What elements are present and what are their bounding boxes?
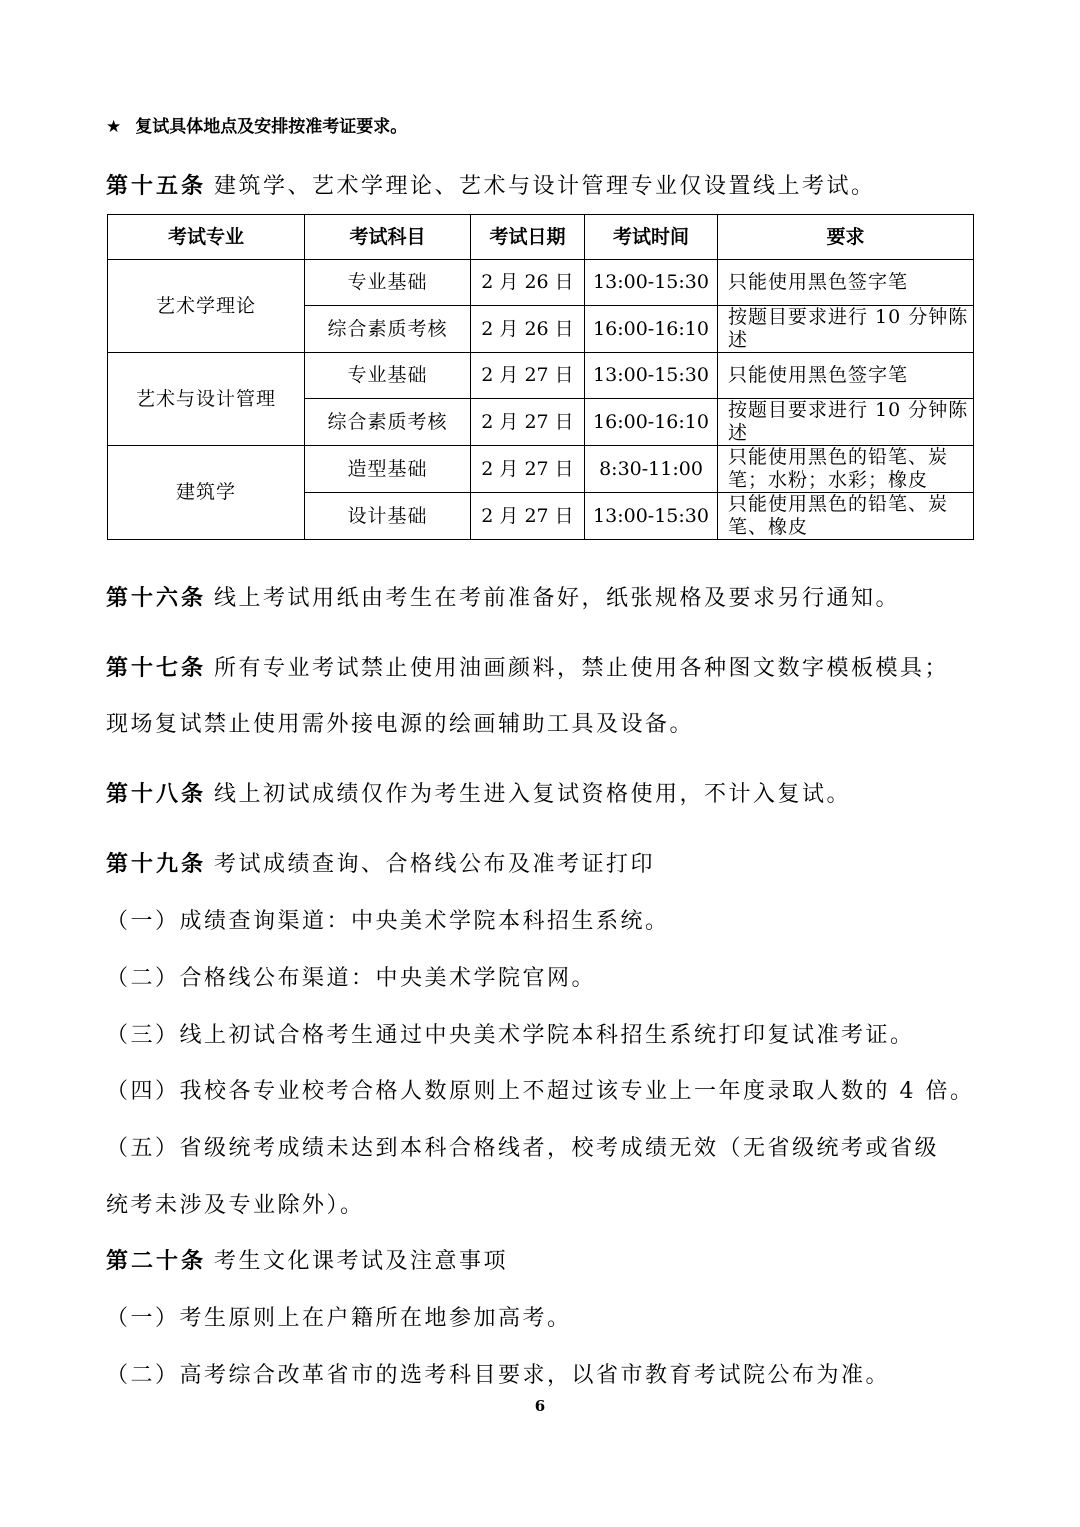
list-item: （五）省级统考成绩未达到本科合格线者，校考成绩无效（无省级统考或省级 [106, 1136, 940, 1161]
subject-cell: 专业基础 [305, 353, 471, 399]
star-icon: ★ [106, 117, 122, 137]
article-19 [106, 850, 655, 880]
requirement-cell: 按题目要求进行 10 分钟陈述 [718, 399, 974, 446]
major-cell: 艺术与设计管理 [108, 353, 305, 446]
list-item-continuation: 统考未涉及专业除外）。 [106, 1193, 365, 1218]
list-item: （二）合格线公布渠道：中央美术学院官网。 [106, 966, 597, 991]
time-cell: 13:00-15:30 [585, 353, 718, 399]
list-item: （一）考生原则上在户籍所在地参加高考。 [106, 1306, 572, 1331]
article-17-lead: 第十七条 [106, 656, 207, 681]
time-cell: 13:00-15:30 [585, 493, 718, 540]
table-row [108, 446, 974, 493]
article-15 [106, 172, 876, 202]
table-row [108, 260, 974, 306]
time-cell: 8:30-11:00 [585, 446, 718, 493]
table-header-row [108, 215, 974, 260]
article-17-line-2: 现场复试禁止使用需外接电源的绘画辅助工具及设备。 [106, 712, 695, 737]
list-item: （四）我校各专业校考合格人数原则上不超过该专业上一年度录取人数的 4 倍。 [106, 1079, 975, 1104]
header-date: 考试日期 [471, 215, 585, 260]
major-cell: 艺术学理论 [108, 260, 305, 353]
date-cell: 2 月 27 日 [471, 353, 585, 399]
requirement-cell: 按题目要求进行 10 分钟陈述 [718, 306, 974, 353]
header-time: 考试时间 [585, 215, 718, 260]
list-item: （三）线上初试合格考生通过中央美术学院本科招生系统打印复试准考证。 [106, 1023, 915, 1048]
requirement-cell: 只能使用黑色的铅笔、炭笔、橡皮 [718, 493, 974, 540]
date-cell: 2 月 27 日 [471, 446, 585, 493]
header-major: 考试专业 [108, 215, 305, 260]
article-16 [106, 584, 900, 614]
date-cell: 2 月 26 日 [471, 260, 585, 306]
list-item: （二）高考综合改革省市的选考科目要求，以省市教育考试院公布为准。 [106, 1363, 891, 1388]
subject-cell: 造型基础 [305, 446, 471, 493]
article-20 [106, 1247, 508, 1277]
time-cell: 16:00-16:10 [585, 399, 718, 446]
subject-cell: 专业基础 [305, 260, 471, 306]
time-cell: 16:00-16:10 [585, 306, 718, 353]
subject-cell: 综合素质考核 [305, 399, 471, 446]
date-cell: 2 月 27 日 [471, 493, 585, 540]
article-18-lead: 第十八条 [106, 782, 207, 807]
major-cell: 建筑学 [108, 446, 305, 540]
article-19-lead: 第十九条 [106, 852, 207, 877]
time-cell: 13:00-15:30 [585, 260, 718, 306]
article-16-text: 线上考试用纸由考生在考前准备好，纸张规格及要求另行通知。 [214, 586, 901, 611]
header-subject: 考试科目 [305, 215, 471, 260]
article-18-text: 线上初试成绩仅作为考生进入复试资格使用，不计入复试。 [214, 782, 852, 807]
table-row [108, 353, 974, 399]
article-17-text: 所有专业考试禁止使用油画颜料，禁止使用各种图文数字模板模具； [214, 656, 950, 681]
article-17 [106, 654, 949, 684]
article-15-text: 建筑学、艺术学理论、艺术与设计管理专业仅设置线上考试。 [214, 174, 876, 199]
page-number: 6 [534, 1397, 546, 1415]
requirement-cell: 只能使用黑色的铅笔、炭笔；水粉；水彩；橡皮 [718, 446, 974, 493]
article-16-lead: 第十六条 [106, 586, 207, 611]
header-requirement: 要求 [718, 215, 974, 260]
article-18 [106, 780, 851, 810]
requirement-cell: 只能使用黑色签字笔 [718, 260, 974, 306]
article-15-lead: 第十五条 [106, 174, 207, 199]
requirement-cell: 只能使用黑色签字笔 [718, 353, 974, 399]
article-20-lead: 第二十条 [106, 1249, 207, 1274]
exam-location-note [106, 112, 407, 137]
article-20-text: 考生文化课考试及注意事项 [214, 1249, 509, 1274]
date-cell: 2 月 27 日 [471, 399, 585, 446]
article-19-text: 考试成绩查询、合格线公布及准考证打印 [214, 852, 656, 877]
subject-cell: 设计基础 [305, 493, 471, 540]
note-text: 复试具体地点及安排按准考证要求。 [135, 117, 408, 137]
date-cell: 2 月 26 日 [471, 306, 585, 353]
exam-schedule-table [107, 214, 974, 540]
list-item: （一）成绩查询渠道：中央美术学院本科招生系统。 [106, 909, 670, 934]
subject-cell: 综合素质考核 [305, 306, 471, 353]
